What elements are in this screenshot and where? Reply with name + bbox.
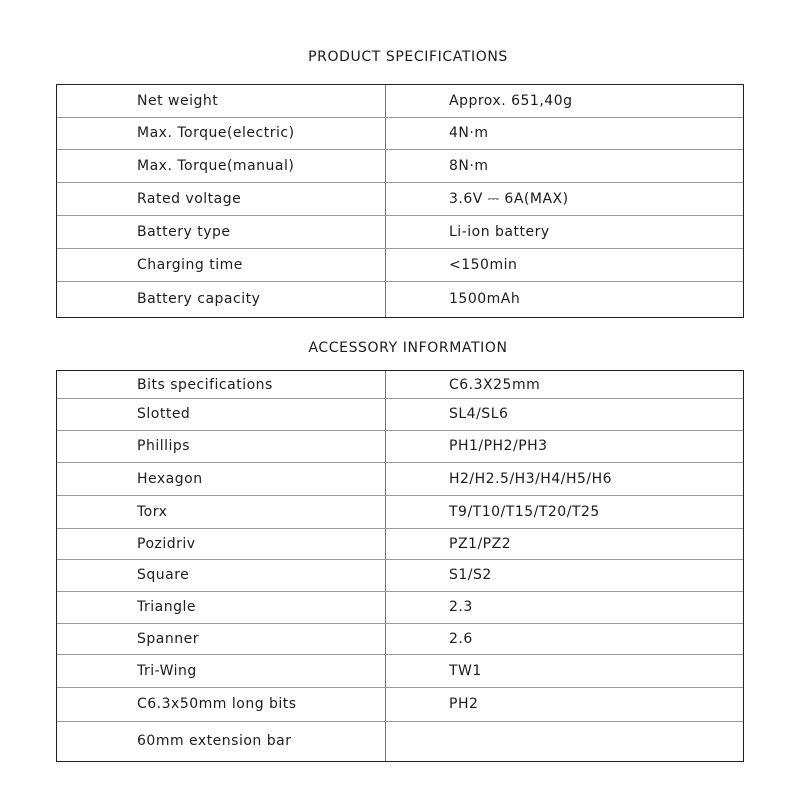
table-row bbox=[57, 495, 743, 529]
row-label: C6.3x50mm long bits bbox=[137, 696, 297, 712]
row-label: Phillips bbox=[137, 438, 191, 454]
row-label: Net weight bbox=[137, 93, 219, 109]
table-row bbox=[57, 371, 743, 399]
table-row bbox=[57, 687, 743, 722]
row-value: 8N·m bbox=[449, 157, 489, 174]
table-row bbox=[57, 281, 743, 317]
table-row bbox=[57, 654, 743, 688]
product-specifications-title: PRODUCT SPECIFICATIONS bbox=[308, 49, 508, 65]
table-row bbox=[57, 528, 743, 560]
accessory-information-title: ACCESSORY INFORMATION bbox=[308, 340, 508, 356]
table-row bbox=[57, 559, 743, 592]
table-row bbox=[57, 591, 743, 624]
row-value: TW1 bbox=[449, 662, 482, 679]
row-label: Max. Torque(electric) bbox=[137, 125, 295, 141]
table-row bbox=[57, 182, 743, 216]
table-row bbox=[57, 398, 743, 431]
table-row bbox=[57, 248, 743, 282]
table-row bbox=[57, 430, 743, 463]
row-value: SL4/SL6 bbox=[449, 406, 509, 422]
row-label: Slotted bbox=[137, 406, 191, 422]
row-label: Rated voltage bbox=[137, 190, 242, 207]
row-value: C6.3X25mm bbox=[449, 376, 541, 393]
table-row bbox=[57, 721, 743, 761]
table-row bbox=[57, 462, 743, 496]
row-label: Square bbox=[137, 567, 190, 583]
row-value: Approx. 651,40g bbox=[449, 93, 573, 109]
row-value: 4N·m bbox=[449, 125, 489, 141]
table-row bbox=[57, 85, 743, 118]
row-value: <150min bbox=[449, 256, 518, 273]
table-row bbox=[57, 623, 743, 655]
row-label: Bits specifications bbox=[137, 376, 273, 393]
row-label: Max. Torque(manual) bbox=[137, 157, 295, 174]
row-value: PZ1/PZ2 bbox=[449, 535, 512, 552]
row-label: Battery capacity bbox=[137, 291, 261, 307]
row-label: Triangle bbox=[137, 599, 196, 615]
row-label: Battery type bbox=[137, 223, 231, 240]
row-value: PH2 bbox=[449, 696, 479, 712]
table-row bbox=[57, 149, 743, 183]
row-label: Spanner bbox=[137, 630, 199, 647]
row-label: Torx bbox=[137, 503, 168, 520]
row-value: T9/T10/T15/T20/T25 bbox=[449, 503, 600, 520]
row-value: 3.6V ⎓ 6A(MAX) bbox=[449, 190, 569, 207]
row-value: H2/H2.5/H3/H4/H5/H6 bbox=[449, 470, 613, 487]
row-value: 1500mAh bbox=[449, 291, 521, 307]
accessory-information-table bbox=[56, 370, 744, 762]
product-specifications-table bbox=[56, 84, 744, 318]
table-row bbox=[57, 215, 743, 249]
row-label: Tri-Wing bbox=[137, 662, 197, 679]
row-value: PH1/PH2/PH3 bbox=[449, 438, 548, 454]
row-label: Charging time bbox=[137, 256, 243, 273]
row-value: Li-ion battery bbox=[449, 223, 550, 240]
row-label: Pozidriv bbox=[137, 535, 196, 552]
row-label: Hexagon bbox=[137, 470, 203, 487]
row-value: 2.6 bbox=[449, 630, 473, 647]
row-value: S1/S2 bbox=[449, 567, 492, 583]
table-row bbox=[57, 117, 743, 150]
row-value: 2.3 bbox=[449, 599, 473, 615]
row-label: 60mm extension bar bbox=[137, 733, 292, 749]
